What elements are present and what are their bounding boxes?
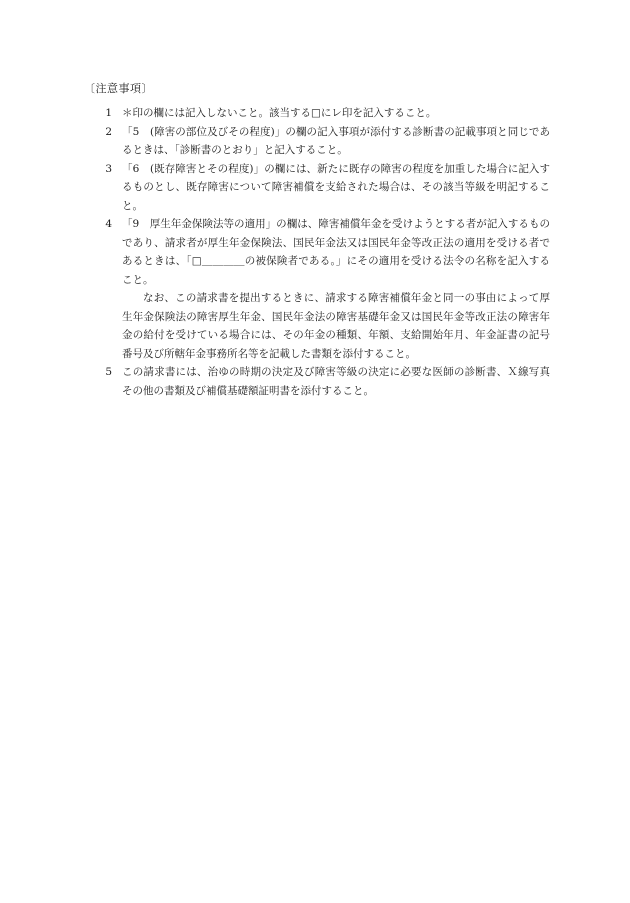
note-text: 「6 (既存障害とその程度)」の欄には、新たに既存の障害の程度を加重した場合に記入するものとし、既存障害について障害補償を支給された場合は、その該当等級を明記すること。 [122, 162, 550, 212]
note-text: ＊印の欄には記入しないこと。該当する□にレ印を記入すること。 [122, 107, 437, 119]
note-number: 2 [105, 125, 112, 138]
notes-heading: 〔注意事項〕 [84, 82, 153, 95]
note-item-4 [100, 215, 550, 363]
note-number: 4 [105, 218, 112, 230]
note-item-1 [100, 104, 550, 123]
note-item-3 [100, 160, 550, 216]
notes-list [100, 104, 550, 400]
note-number: 1 [105, 107, 112, 119]
note-item-2 [100, 123, 550, 160]
note-supplementary-paragraph: なお、この請求書を提出するときに、請求する障害補償年金と同一の事由によって厚生年金保険法の障害厚生年金、国民年金法の障害基礎年金又は国民年金等改正法の障害年金の給付を受けている場合には、その年金の種類、年額、支給開始年月、年金証書の記号番号及び所轄年金事務所名等を記載した書類を添付すること。 [122, 292, 550, 360]
note-item-5 [100, 363, 550, 400]
note-text: 「9 厚生年金保険法等の適用」の欄は、障害補償年金を受けようとする者が記入するものであり、請求者が厚生年金保険法、国民年金法又は国民年金等改正法の適用を受ける者であるときは、「□＿＿＿＿の被保険者である。」にその適用を受ける法令の名称を記入すること。 [122, 218, 550, 286]
note-text: この請求書には、治ゆの時期の決定及び障害等級の決定に必要な医師の診断書、Ｘ線写真その他の書類及び補償基礎額証明書を添付すること。 [122, 366, 550, 397]
note-number: 5 [105, 366, 112, 378]
note-text: 「5 (障害の部位及びその程度)」の欄の記入事項が添付する診断書の記載事項と同じであるときは、「診断書のとおり」と記入すること。 [122, 125, 550, 156]
note-number: 3 [105, 162, 112, 175]
